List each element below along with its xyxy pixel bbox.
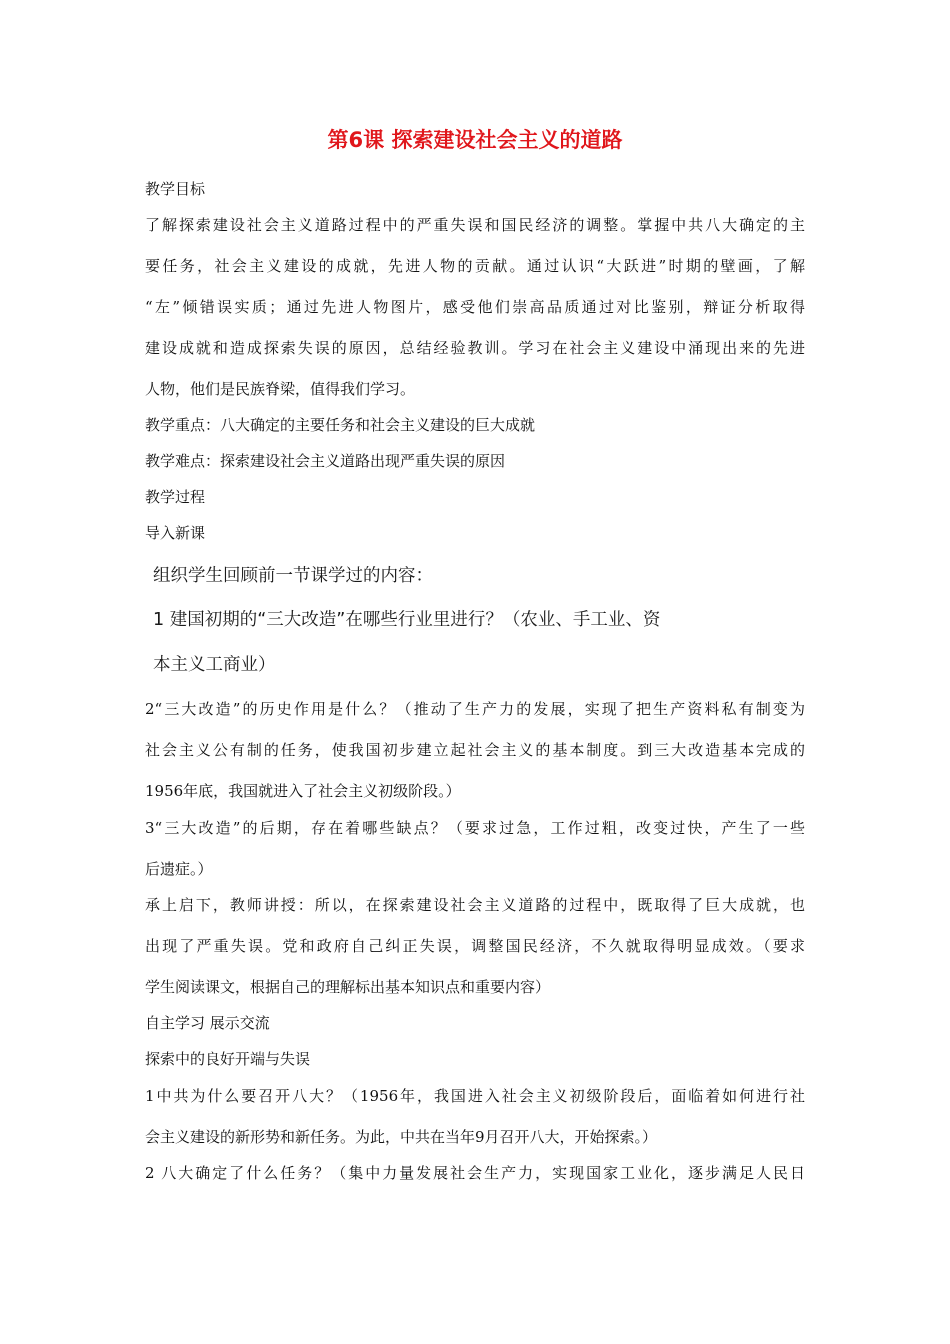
review-question-2-line-2: 社会主义公有制的任务，使我国初步建立起社会主义的基本制度。到三大改造基本完成的 [145, 741, 805, 759]
heading-introduction: 导入新课 [145, 524, 206, 542]
transition-line-2: 出现了严重失误。党和政府自己纠正失误，调整国民经济，不久就取得明显成效。（要求 [145, 937, 805, 955]
objectives-line-1: 了解探索建设社会主义道路过程中的严重失误和国民经济的调整。掌握中共八大确定的主 [145, 216, 805, 234]
heading-teaching-objectives: 教学目标 [145, 180, 206, 198]
review-question-2-line-1: 2“三大改造”的历史作用是什么？（推动了生产力的发展，实现了把生产资料私有制变为 [145, 700, 805, 718]
review-question-3-line-2: 后遗症。） [145, 860, 213, 878]
objectives-line-4: 建设成就和造成探索失误的原因，总结经验教训。学习在社会主义建设中涌现出来的先进 [145, 339, 805, 357]
key-points: 教学重点：八大确定的主要任务和社会主义建设的巨大成就 [145, 416, 536, 434]
lesson-title: 第6课 探索建设社会主义的道路 [327, 128, 623, 152]
review-question-1-cont: 本主义工商业） [153, 655, 276, 675]
difficult-points: 教学难点：探索建设社会主义道路出现严重失误的原因 [145, 452, 506, 470]
objectives-line-3: “左”倾错误实质；通过先进人物图片，感受他们崇高品质通过对比鉴别，辩证分析取得 [145, 298, 805, 316]
question-eighth-congress-line-2: 会主义建设的新形势和新任务。为此，中共在当年9月召开八大，开始探索。） [145, 1128, 658, 1146]
heading-teaching-process: 教学过程 [145, 488, 206, 506]
objectives-line-5: 人物，他们是民族脊梁，值得我们学习。 [145, 380, 416, 398]
review-question-2-line-3: 1956年底，我国就进入了社会主义初级阶段。） [145, 782, 461, 800]
review-question-3-line-1: 3“三大改造”的后期，存在着哪些缺点？（要求过急，工作过粗，改变过快，产生了一些 [145, 819, 805, 837]
heading-good-start: 探索中的良好开端与失误 [145, 1050, 311, 1068]
transition-line-1: 承上启下，教师讲授：所以，在探索建设社会主义道路的过程中，既取得了巨大成就，也 [145, 896, 805, 914]
question-tasks-line-1: 2 八大确定了什么任务？（集中力量发展社会生产力，实现国家工业化，逐步满足人民日 [145, 1164, 805, 1182]
review-question-1: 1 建国初期的“三大改造”在哪些行业里进行？（农业、手工业、资 [153, 610, 661, 630]
review-intro: 组织学生回顾前一节课学过的内容： [153, 566, 433, 586]
transition-line-3: 学生阅读课文，根据自己的理解标出基本知识点和重要内容） [145, 978, 551, 996]
objectives-line-2: 要任务，社会主义建设的成就，先进人物的贡献。通过认识“大跃进”时期的壁画，了解 [145, 257, 805, 275]
question-eighth-congress-line-1: 1中共为什么要召开八大？（1956年，我国进入社会主义初级阶段后，面临着如何进行社 [145, 1087, 805, 1105]
heading-self-study: 自主学习 展示交流 [145, 1014, 270, 1032]
